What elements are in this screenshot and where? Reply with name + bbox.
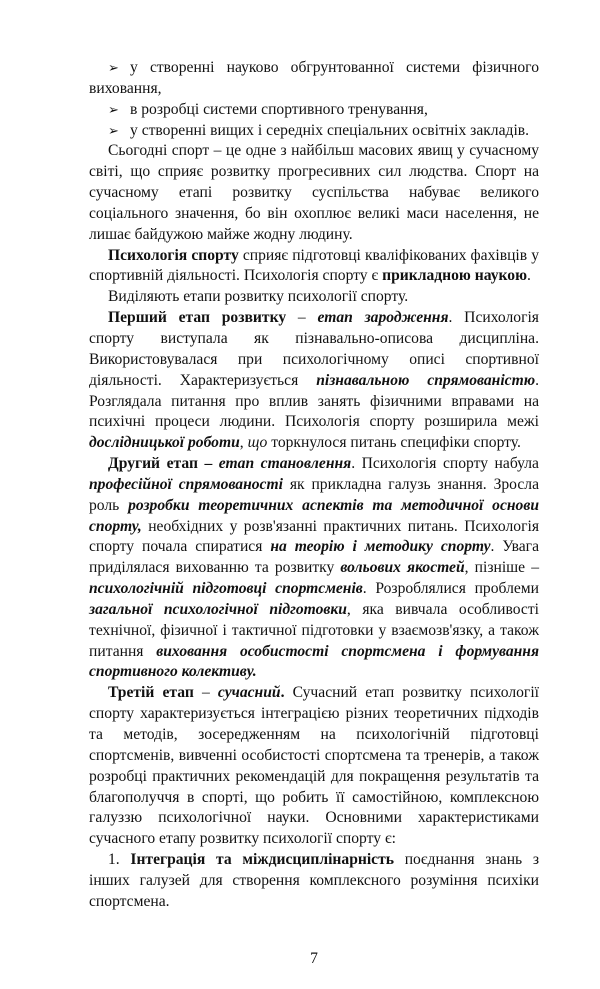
paragraph: [89, 287, 539, 308]
bullet-item: [89, 100, 539, 121]
bold-text: Перший етап розвитку: [108, 309, 287, 327]
bold-italic-text: психологічній підготовці спортсменів: [89, 580, 363, 598]
text-run: .: [527, 267, 531, 285]
document-page-body: [89, 58, 539, 913]
paragraph: [89, 683, 539, 850]
text-run: як прикладна галузь знання. Зросла роль: [89, 475, 539, 514]
bullet-item: [89, 58, 539, 100]
bold-text: Інтеграція та міждисциплінарність: [130, 851, 395, 869]
text-run: Сьогодні спорт – це одне з найбільш масових явищ у сучасному світі, що сприяє розвитку прогресивних сил людства. Спорт на сучасному етапі розвитку суспільства набуває великого соціального значення, бо він охоплює великі маси населення, не лишає байдужою майже жодну людину.: [89, 142, 539, 243]
arrow-bullet-icon: ➢: [108, 101, 119, 117]
bold-text: Другий етап –: [108, 455, 219, 473]
bold-italic-text: сучасний: [217, 684, 281, 702]
bold-text: Третій етап: [108, 684, 194, 702]
text-run: 1.: [108, 851, 131, 869]
text-run: , пізніше –: [464, 559, 539, 577]
text-run: –: [193, 684, 218, 702]
bold-italic-text: загальної психологічної підготовки: [89, 600, 347, 618]
page-number: 7: [310, 949, 318, 967]
paragraph: [89, 141, 539, 245]
bold-text: Психологія спорту: [108, 246, 239, 264]
text-run: . Розроблялися проблеми: [362, 580, 539, 598]
bold-italic-text: професійної спрямованості: [89, 475, 283, 493]
bold-text: .: [280, 684, 285, 702]
arrow-bullet-icon: ➢: [108, 60, 119, 75]
text-run: –: [286, 309, 318, 327]
bold-italic-text: етап становлення: [218, 455, 352, 473]
text-run: ,: [239, 434, 248, 452]
text-run: . Психологія спорту набула: [351, 455, 539, 473]
text-run: . Психологія спорту виступала як пізнавально-описова дисципліна. Використовувалася при психологічному описі спортивної діяльності. Характеризується: [89, 309, 539, 389]
text-run: . Розглядала питання про вплив занять фізичними вправами на психічні процеси людини. Психологія спорту розширила межі: [89, 371, 539, 431]
text-run: , яка вивчала особливості технічної, фізичної і тактичної підготовки у взаємозв'язку, а також питання: [89, 600, 539, 660]
paragraph: [89, 308, 539, 454]
bold-italic-text: виховання особистості спортсмена і формування спортивного колективу.: [89, 642, 539, 681]
arrow-bullet-icon: ➢: [108, 122, 119, 138]
bold-italic-text: розробки теоретичних аспектів та методичної основи спорту,: [89, 496, 539, 535]
bold-italic-text: на теорію і методику спорту: [270, 538, 491, 556]
italic-text: що: [247, 434, 268, 452]
text-run: у створенні вищих і середніх спеціальних освітніх закладів.: [130, 121, 530, 139]
text-run: в розробці системи спортивного тренування,: [130, 100, 428, 118]
bold-italic-text: дослідницької роботи: [89, 434, 240, 452]
text-run: . Увага приділялася вихованню та розвитку: [89, 538, 540, 577]
bold-italic-text: етап зародження: [317, 309, 449, 327]
paragraph: [89, 246, 539, 288]
paragraph: [89, 850, 539, 913]
bold-italic-text: пізнавальною спрямованістю: [316, 371, 536, 389]
text-run: Виділяють етапи розвитку психології спорту.: [108, 288, 409, 306]
text-run: Сучасний етап розвитку психології спорту характеризується інтеграцією різних теоретичних підходів та методів, зосередженням на психологічній підготовці спортсменів, вивченні особистості спортсмена та тренерів, а також розробці практичних рекомендацій для покращення результатів та благополуччя в спорті, що робить її самостійною, комплексною галуззю психологічної науки. Основними характеристиками сучасного етапу розвитку психології спорту є:: [89, 684, 539, 848]
text-run: торкнулося питань специфіки спорту.: [267, 434, 521, 452]
text-run: у створенні науково обгрунтованної системи фізичного виховання,: [89, 59, 539, 97]
text-run: поєднання знань з інших галузей для створення комплексного розуміння психіки спортсмена.: [89, 851, 539, 910]
text-run: необхідних у розв'язанні практичних питань. Психологія спорту почала спиратися: [89, 517, 539, 556]
text-run: сприяє підготовці кваліфікованих фахівців у спортивній діяльності. Психологія спорту є: [89, 246, 540, 285]
paragraph: [89, 454, 539, 683]
bold-italic-text: вольових якостей: [340, 559, 465, 577]
bold-text: прикладною наукою: [382, 267, 528, 285]
bullet-item: [89, 121, 539, 142]
